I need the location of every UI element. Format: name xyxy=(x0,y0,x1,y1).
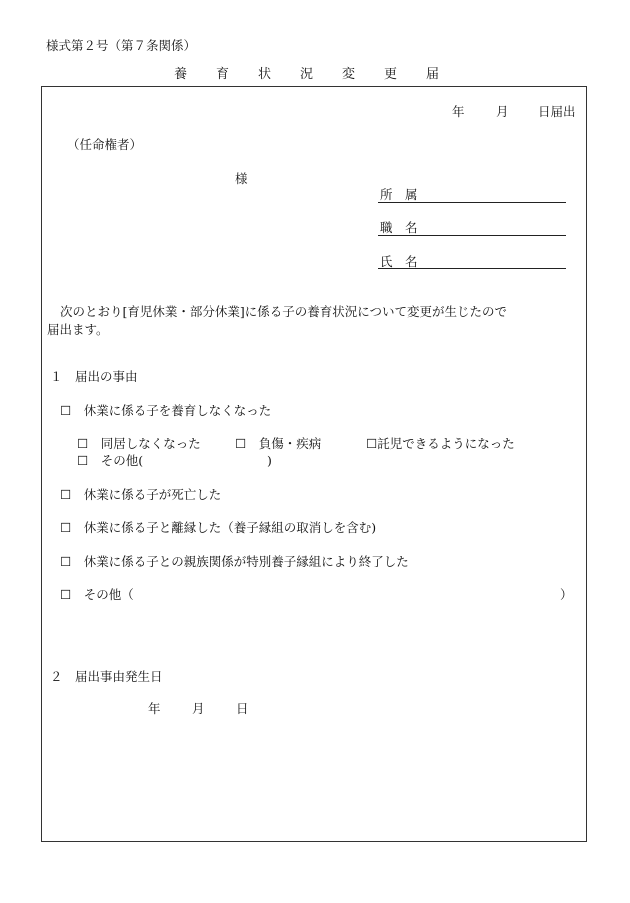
option-adoption-dissolved-checkbox[interactable]: ☐ 休業に係る子と離縁した（養子縁組の取消しを含む) xyxy=(60,520,377,535)
date-day-submit-label: 日届出 xyxy=(538,104,576,119)
date-year-label: 年 xyxy=(452,104,465,119)
title-char: 変 xyxy=(342,67,356,82)
option-other-close-paren: ） xyxy=(560,587,573,602)
name-field[interactable] xyxy=(378,268,566,269)
form-title xyxy=(174,68,468,81)
form-number: 様式第２号（第７条関係） xyxy=(46,38,197,53)
title-char: 況 xyxy=(300,67,314,82)
suboption-other-close-paren: ) xyxy=(267,453,272,468)
intro-text-line1: 次のとおり[育児休業・部分休業]に係る子の養育状況について変更が生じたので xyxy=(60,304,508,319)
occurrence-month-label: 月 xyxy=(192,701,205,716)
title-char: 届 xyxy=(426,67,440,82)
name-label: 氏 名 xyxy=(380,254,418,269)
option-other-checkbox[interactable]: ☐ その他（ xyxy=(60,587,134,602)
date-month-label: 月 xyxy=(496,104,509,119)
occurrence-day-label: 日 xyxy=(236,701,249,716)
title-char: 状 xyxy=(258,67,272,82)
appointer-label: （任命権者） xyxy=(67,137,143,152)
option-child-deceased-checkbox[interactable]: ☐ 休業に係る子が死亡した xyxy=(60,487,222,502)
suboption-injury-illness-checkbox[interactable]: ☐ 負傷・疾病 xyxy=(235,436,322,451)
option-special-adoption-checkbox[interactable]: ☐ 休業に係る子との親族関係が特別養子縁組により終了した xyxy=(60,554,409,569)
intro-text-line2: 届出ます。 xyxy=(47,322,109,337)
title-char: 養 xyxy=(174,67,188,82)
position-field[interactable] xyxy=(378,235,566,236)
section2-heading: ２ 届出事由発生日 xyxy=(50,669,163,684)
section1-heading: １ 届出の事由 xyxy=(50,369,138,384)
occurrence-year-label: 年 xyxy=(148,701,161,716)
title-char: 育 xyxy=(216,67,230,82)
affiliation-label: 所 属 xyxy=(380,187,418,202)
suboption-not-cohabiting-checkbox[interactable]: ☐ 同居しなくなった xyxy=(77,436,201,451)
honorific-label: 様 xyxy=(235,171,248,186)
position-label: 職 名 xyxy=(380,220,418,235)
option-no-longer-raising-checkbox[interactable]: ☐ 休業に係る子を養育しなくなった xyxy=(60,403,272,418)
suboption-childcare-available-checkbox[interactable]: ☐託児できるようになった xyxy=(366,436,515,451)
title-char: 更 xyxy=(384,67,398,82)
affiliation-field[interactable] xyxy=(378,202,566,203)
suboption-other-checkbox[interactable]: ☐ その他( xyxy=(77,453,144,468)
